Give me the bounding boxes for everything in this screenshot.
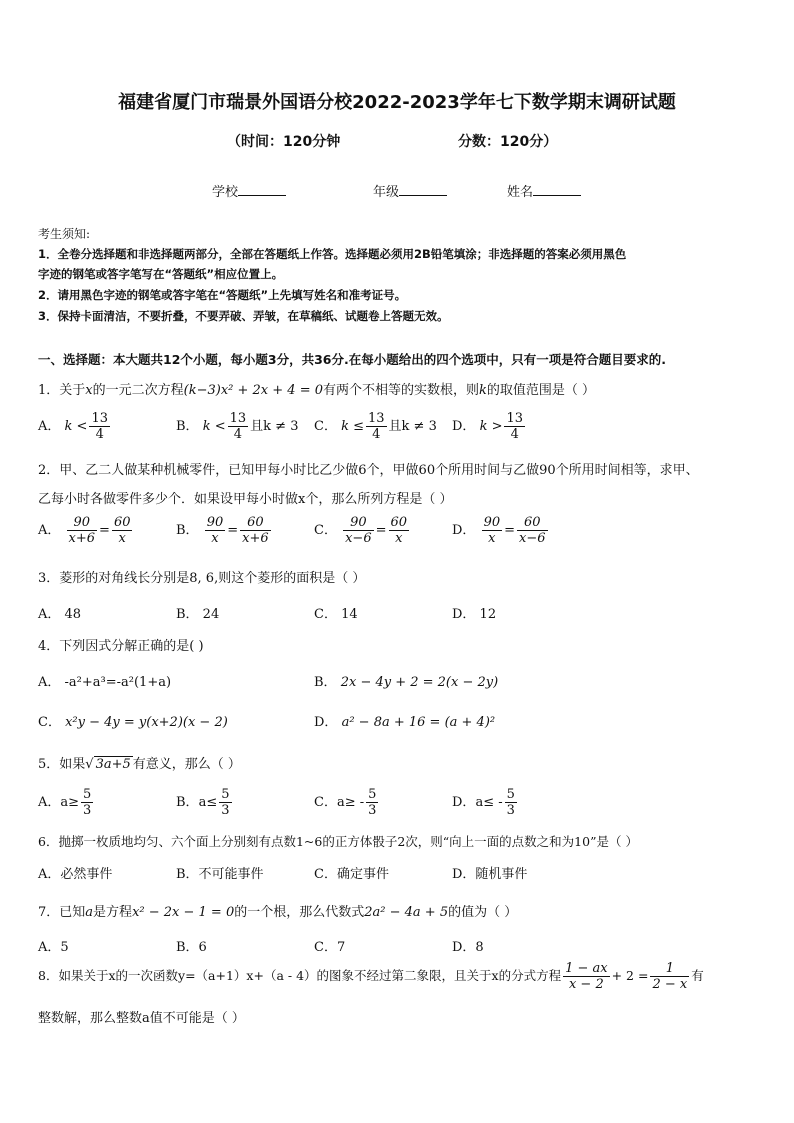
question-3-option-b[interactable]: B． 24 [176,607,220,622]
grade-label: 年级 [373,185,400,200]
denominator: 3 [83,803,92,818]
option-math: -a²+a³=-a²(1+a) [64,675,172,690]
fraction [343,515,374,546]
fraction [228,411,249,442]
question-2-option-c[interactable]: C． $\frac{90}{x-6}$ = $\frac{60}{x}$ [314,515,408,546]
option-math: k < [64,419,88,434]
question-6-stem: 6．抛掷一枚质地均匀、六个面上分别刻有点数1~6的正方体骰子2次，则“向上一面的点数之和为10”是（ ） [38,834,638,849]
option-math: a² − 8a + 16 = (a + 4)² [341,715,496,730]
exam-score: 分数：120分） [458,134,558,150]
var: k [479,383,487,398]
question-1-stem [38,379,595,398]
name-field [507,181,581,200]
question-3-option-c[interactable]: C． 14 [314,607,358,622]
denominator: 4 [510,427,519,442]
option-math: a≤ [198,795,218,810]
question-7-option-a[interactable]: A．5 [38,940,69,955]
option-math: k ≤ [341,419,364,434]
grade-blank [399,183,447,196]
expression: 2a² − 4a + 5 [364,905,449,920]
question-1-option-b[interactable] [176,411,298,442]
fraction [517,515,548,546]
option-math: k > [479,419,503,434]
fraction [240,515,271,546]
numerator: 5 [368,787,377,802]
numerator: 1 − ax [565,961,608,976]
option-label: D． [452,419,476,434]
question-3-stem: 3．菱形的对角线长分别是8, 6,则这个菱形的面积是（ ） [38,571,366,586]
text: 的一元二次方程 [92,383,184,398]
option-math: k < [202,419,226,434]
option-suffix: 且k ≠ 3 [388,419,437,434]
fraction [205,515,226,546]
exam-time: （时间：120分钟 [227,134,341,150]
denominator: x [211,531,219,546]
fraction [504,411,525,442]
equation: (k−3)x² + 2x + 4 = 0 [183,383,323,398]
question-2-option-a[interactable]: A． $\frac{90}{x+6}$ = $\frac{60}{x}$ [38,515,131,546]
fraction [563,961,610,992]
text: 7．已知 [38,905,86,920]
option-label: B． [176,419,199,434]
question-6-option-d[interactable]: D．随机事件 [452,867,528,882]
option-math: 2x − 4y + 2 = 2(x − 2y) [340,675,499,690]
school-blank [238,183,286,196]
var: x [85,383,93,398]
numerator: 90 [343,515,374,531]
option-label: B． [176,795,199,810]
question-4-option-b[interactable] [314,671,498,690]
option-label: B． [314,675,337,690]
option-math: a≥ - [336,795,365,810]
question-7-option-c[interactable]: C．7 [314,940,346,955]
question-2-stem-cont: 乙每小时各做零件多少个．如果设甲每小时做x个，那么所列方程是（ ） [38,492,453,507]
option-suffix: 且k ≠ 3 [250,419,299,434]
denominator: 2 − x [652,977,688,992]
denominator: x [118,531,126,546]
fraction [366,787,378,818]
option-label: A． [38,675,61,690]
question-5-option-a[interactable] [38,787,95,818]
operator: + 2 = [611,968,649,983]
question-5-option-c[interactable] [314,787,380,818]
numerator: 1 [650,961,689,977]
option-label: A． [38,419,61,434]
text: 有意义，那么（ ） [132,757,241,772]
question-3-option-a[interactable]: A． 48 [38,607,82,622]
question-5-option-d[interactable] [452,787,519,818]
denominator: 4 [233,427,243,442]
option-label: B． [176,523,199,538]
school-label: 学校 [212,185,239,200]
numerator: 13 [506,411,524,426]
fraction [219,787,231,818]
text: 的取值范围是（ ） [486,383,596,398]
question-7-option-b[interactable]: B．6 [176,940,207,955]
question-4-option-d[interactable] [314,711,495,730]
option-label: D． [452,523,476,538]
fraction [67,515,98,546]
numerator: 13 [368,411,385,426]
denominator: x+6 [68,531,96,546]
note-line: 字迹的钢笔或答字笔写在“答题纸”相应位置上。 [38,267,284,281]
question-5-option-b[interactable] [176,787,234,818]
question-1-option-d[interactable] [452,411,527,442]
numerator: 60 [390,515,408,530]
question-5-stem [38,753,241,772]
numerator: 60 [240,515,271,531]
denominator: x [395,531,403,546]
fraction [389,515,410,546]
question-8-stem-cont: 整数解，那么整数a值不可能是（ ） [38,1011,245,1026]
question-6-option-c[interactable]: C．确定事件 [314,867,389,882]
numerator: 90 [206,515,224,530]
denominator: x − 2 [568,977,604,992]
denominator: 3 [221,803,230,818]
question-1-option-c[interactable] [314,411,437,442]
question-2-option-d[interactable]: D． $\frac{90}{x}$ = $\frac{60}{x-6}$ [452,515,546,546]
option-label: D． [452,795,476,810]
question-7-stem [38,901,517,920]
fraction [366,411,387,442]
text: 的一个根，那么代数式 [234,905,365,920]
fraction [505,787,517,818]
name-blank [533,183,581,196]
equation: x² − 2x − 1 = 0 [132,905,235,920]
question-2-stem: 2．甲、乙二人做某种机械零件，已知甲每小时比乙少做6个，甲做60个所用时间与乙做90个所用时间相等，求甲、 [38,463,699,478]
note-line: 2．请用黑色字迹的钢笔或答字笔在“答题纸”上先填写姓名和准考证号。 [38,288,407,302]
denominator: x−6 [519,531,546,546]
fraction [650,961,689,992]
text: 8．如果关于x的一次函数y=（a+1）x+（a - 4）的图象不经过第二象限，且关于x的分式方程 [38,968,562,983]
fraction [81,787,93,818]
option-label: C． [38,715,61,730]
text: 有两个不相等的实数根，则 [322,383,479,398]
question-4-option-c[interactable] [38,711,228,730]
numerator: 5 [221,787,230,802]
page-title: 福建省厦门市瑞景外国语分校2022-2023学年七下数学期末调研试题 [118,92,676,113]
school-field [212,181,286,200]
question-6-option-b[interactable]: B．不可能事件 [176,867,264,882]
denominator: x−6 [345,531,372,546]
fraction [89,411,110,442]
option-label: C． [314,419,337,434]
question-3-option-d[interactable]: D． 12 [452,607,497,622]
option-math: a≤ - [475,795,503,810]
note-line: 1．全卷分选择题和非选择题两部分，全部在答题纸上作答。选择题必须用2B铅笔填涂；非选择题的答案必须用黑色 [38,247,627,261]
option-math: a≥ [60,795,80,810]
option-label: C． [314,795,337,810]
numerator: 13 [91,411,108,426]
question-2-option-b[interactable]: B． $\frac{90}{x}$ = $\frac{60}{x+6}$ [176,515,269,546]
question-7-option-d[interactable]: D．8 [452,940,484,955]
denominator: 3 [368,803,377,818]
sqrt-sign: √ [85,757,94,772]
option-label: C． [314,523,337,538]
note-line: 3．保持卡面清洁，不要折叠，不要弄破、弄皱，在草稿纸、试题卷上答题无效。 [38,309,449,323]
numerator: 5 [83,787,92,802]
question-4-stem: 4．下列因式分解正确的是( ) [38,639,204,654]
var: a [85,905,94,920]
question-8-stem [38,961,704,992]
numerator: 60 [517,515,548,531]
option-label: A． [38,795,61,810]
name-label: 姓名 [507,185,534,200]
text: 5．如果 [38,757,86,772]
denominator: 3 [506,803,515,818]
denominator: x+6 [242,531,269,546]
denominator: 4 [95,427,104,442]
numerator: 13 [229,411,247,426]
text: 1．关于 [38,383,86,398]
numerator: 90 [67,515,98,531]
numerator: 5 [506,787,515,802]
fraction [482,515,503,546]
numerator: 60 [113,515,131,530]
notes-heading: 考生须知: [38,227,91,241]
grade-field [373,181,447,200]
question-1-option-a[interactable] [38,411,112,442]
text: 有 [691,968,704,983]
section-heading: 一、选择题：本大题共12个小题，每小题3分，共36分.在每小题给出的四个选项中，只有一项是符合题目要求的. [38,352,666,367]
option-math: x²y − 4y = y(x+2)(x − 2) [65,715,228,730]
text: 是方程 [93,905,133,920]
option-label: A． [38,523,61,538]
text: 的值为（ ） [448,905,518,920]
denominator: 4 [372,427,381,442]
question-4-option-a[interactable] [38,671,171,690]
denominator: x [488,531,496,546]
fraction [112,515,133,546]
radicand: 3a+5 [95,757,131,772]
option-label: D． [314,715,338,730]
question-6-option-a[interactable]: A．必然事件 [38,867,113,882]
numerator: 90 [483,515,501,530]
